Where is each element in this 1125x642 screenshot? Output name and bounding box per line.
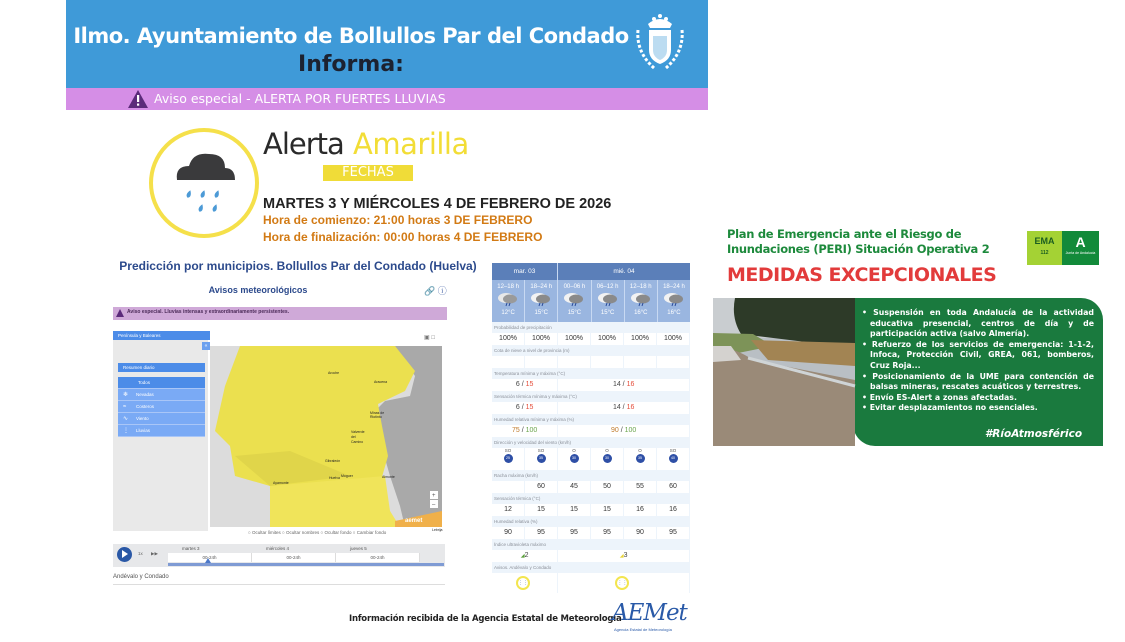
timeline-day[interactable] xyxy=(336,545,420,562)
filter-label: Nevadas xyxy=(136,392,154,397)
svg-text:–: – xyxy=(432,502,436,508)
measure-item: • Refuerzo de los servicios de emergencia: 1-1-2, Infoca, Protección Civil, GREA, 061, bomberos, Cruz Roja... xyxy=(862,340,1094,372)
measure-item: • Evitar desplazamientos no esenciales. xyxy=(862,403,1094,414)
timeline-marker[interactable] xyxy=(205,558,211,563)
svg-text:Moguer: Moguer xyxy=(341,474,353,478)
uv-flag-icon: ◢ xyxy=(619,553,624,559)
rain-cloud-icon xyxy=(663,292,685,306)
max-value: 16 xyxy=(626,381,635,388)
svg-text:Almonte: Almonte xyxy=(382,475,395,479)
option-label: Cambiar fondo xyxy=(356,530,387,535)
snow-row xyxy=(492,356,690,368)
cell: 90 / 100 xyxy=(558,425,689,437)
slot-hours: 18–24 h xyxy=(663,284,685,290)
cell: 15 xyxy=(591,504,623,516)
speed-button[interactable]: 1x xyxy=(138,551,143,556)
min-value: 75 xyxy=(512,427,520,434)
source-credit: Información recibida de la Agencia Estatal de Meteorología xyxy=(349,614,622,624)
cell xyxy=(657,448,689,470)
alert-word: Alerta xyxy=(263,127,344,161)
image-icon[interactable]: ▣ xyxy=(424,335,430,341)
slot-temp: 15°C xyxy=(534,310,548,316)
slot-temp: 15°C xyxy=(567,310,582,316)
max-value: 15 xyxy=(525,381,534,388)
wind-arrow-icon: 35 xyxy=(636,454,645,463)
special-warning-banner xyxy=(113,307,447,320)
change-background-checkbox[interactable]: ○ Cambiar fondo xyxy=(352,530,387,535)
cell: 95 xyxy=(591,527,623,539)
divider xyxy=(113,584,445,585)
filter-label: Viento xyxy=(136,416,149,421)
row-label: Índice ultravioleta máximo xyxy=(492,539,690,550)
timeline-day[interactable] xyxy=(252,545,336,562)
svg-text:Minas de: Minas de xyxy=(370,411,385,415)
warnings-row xyxy=(492,573,690,593)
cell xyxy=(624,448,656,470)
map-tools xyxy=(424,334,435,341)
cell: 55 xyxy=(624,481,656,493)
yellow-rain-warning-icon[interactable]: ⋮⋮ xyxy=(516,576,530,590)
aemet-logo xyxy=(612,600,687,636)
cell: 90 xyxy=(492,527,524,539)
rain-cloud-icon xyxy=(149,128,259,238)
cell xyxy=(558,448,590,470)
cell: 100% xyxy=(492,333,524,345)
page-title: Ilmo. Ayuntamiento de Bollullos Par del Condado xyxy=(73,24,629,48)
wind-arrow-icon: 30 xyxy=(603,454,612,463)
peri-title: Plan de Emergencia ante el Riesgo de Inundaciones (PERI) Situación Operativa 2 xyxy=(727,227,990,256)
wind-row xyxy=(492,448,690,470)
wind-direction: O xyxy=(638,448,642,453)
filter-rain[interactable] xyxy=(118,425,205,437)
ema-text: EMA xyxy=(1034,236,1055,246)
cell: 6 / 15 xyxy=(492,402,557,414)
option-label: Ocultar nombres xyxy=(285,530,320,535)
min-value: 6 xyxy=(515,404,520,411)
timeline-scrubber[interactable] xyxy=(168,563,444,566)
day-name: jueves 5 xyxy=(336,545,420,553)
max-value: 100 xyxy=(525,427,538,434)
wind-direction: SO xyxy=(669,448,677,453)
rain-cloud-icon xyxy=(563,292,585,306)
min-value: 14 xyxy=(612,404,621,411)
wind-icon: ∿ xyxy=(123,416,129,422)
svg-text:Ayamonte: Ayamonte xyxy=(273,481,289,485)
warnings-map[interactable] xyxy=(210,346,443,532)
uv-value: 2 xyxy=(524,552,529,559)
measures-list xyxy=(862,308,1094,414)
cell: 100% xyxy=(591,333,623,345)
cell: 100% xyxy=(657,333,689,345)
cell: 95 xyxy=(558,527,590,539)
info-icon[interactable]: ⓘ xyxy=(437,286,447,296)
cell xyxy=(558,550,689,562)
cell xyxy=(558,573,689,593)
municipal-crest-icon xyxy=(632,12,688,74)
min-value: 90 xyxy=(611,427,619,434)
fechas-label: FECHAS xyxy=(323,165,413,181)
max-value: 16 xyxy=(626,404,635,411)
fast-forward-icon[interactable]: ▶▶ xyxy=(151,551,158,556)
measure-item: • Posicionamiento de la UME para contención de balsas mineras, rescates acuáticos y terrestres. xyxy=(862,372,1094,393)
cell xyxy=(591,356,623,368)
svg-text:Aroche: Aroche xyxy=(328,371,340,375)
forecast-slot xyxy=(558,280,591,322)
summary-select[interactable]: Resumen diario xyxy=(118,363,205,372)
temp-row xyxy=(492,379,690,391)
cell: 90 xyxy=(624,527,656,539)
warnings-title: Avisos meteorológicos xyxy=(208,285,308,295)
wind-arrow-icon: 25 xyxy=(504,454,513,463)
page-subtitle: Informa: xyxy=(298,52,404,77)
slot-temp: 12°C xyxy=(501,310,515,316)
cell: 60 xyxy=(657,481,689,493)
wind-arrow-icon: 40 xyxy=(669,454,678,463)
rain-cloud-icon xyxy=(497,292,519,306)
row-label: Humedad relativa (%) xyxy=(492,516,690,527)
filter-wind[interactable] xyxy=(118,413,205,425)
alert-bar-text: Aviso especial - ALERTA POR FUERTES LLUVIAS xyxy=(154,91,446,106)
wind-arrow-icon: 30 xyxy=(570,454,579,463)
slot-hours: 12–18 h xyxy=(629,284,652,290)
forecast-day-header xyxy=(492,263,690,280)
forecast-slots xyxy=(492,280,690,322)
filter-label: Lluvias xyxy=(136,428,151,433)
download-icon[interactable]: □ xyxy=(431,335,435,341)
gust-row xyxy=(492,481,690,493)
humidity-row xyxy=(492,527,690,539)
cell xyxy=(591,448,623,470)
cell xyxy=(492,573,557,593)
rain-cloud-icon xyxy=(597,292,619,306)
cell: 45 xyxy=(558,481,590,493)
row-label: Racha máxima (km/h) xyxy=(492,470,690,481)
hide-limits-checkbox[interactable]: ○ Ocultar límites xyxy=(248,530,281,535)
ema-logo xyxy=(1027,231,1062,265)
prediction-title: Predicción por municipios. Bollullos Par del Condado (Huelva) xyxy=(119,259,477,273)
svg-text:+: + xyxy=(432,493,436,499)
junta-andalucia-logo: A Junta de Andalucía xyxy=(1062,231,1099,265)
forecast-slot xyxy=(592,280,625,322)
slot-hours: 06–12 h xyxy=(596,284,619,290)
cell: 6 / 15 xyxy=(492,379,557,391)
svg-text:del: del xyxy=(351,435,356,439)
forecast-slot xyxy=(492,280,525,322)
measure-item: • Envío ES-Alert a zonas afectadas. xyxy=(862,393,1094,404)
min-value: 6 xyxy=(515,381,520,388)
alert-dates: MARTES 3 Y MIÉRCOLES 4 DE FEBRERO DE 2026 xyxy=(263,196,612,212)
cell: 60 xyxy=(525,481,557,493)
alert-start-time: Hora de comienzo: 21:00 horas 3 DE FEBRERO xyxy=(263,213,533,227)
cell: 50 xyxy=(591,481,623,493)
slot-hours: 18–24 h xyxy=(530,284,553,290)
forecast-table xyxy=(492,263,690,593)
measures-heading: MEDIDAS EXCEPCIONALES xyxy=(727,264,997,286)
link-icon[interactable]: 🔗 xyxy=(424,286,436,296)
alert-bar xyxy=(66,88,708,110)
wind-direction: O xyxy=(605,448,609,453)
zone-label: Andévalo y Condado xyxy=(113,574,169,580)
cell xyxy=(624,356,656,368)
uv-value: 3 xyxy=(623,552,628,559)
svg-text:Huelva: Huelva xyxy=(329,476,340,480)
day-name: miércoles 4 xyxy=(252,545,336,553)
row-label: Sensación térmica mínima y máxima (°C) xyxy=(492,391,690,402)
rain-cloud-icon xyxy=(630,292,652,306)
cell: 100% xyxy=(624,333,656,345)
hide-names-checkbox[interactable]: ○ Ocultar nombres xyxy=(282,530,320,535)
cell: 14 / 16 xyxy=(558,402,689,414)
min-value: 14 xyxy=(612,381,621,388)
max-value: 100 xyxy=(624,427,637,434)
row-label: Sensación térmica (°C) xyxy=(492,493,690,504)
filter-coastal[interactable] xyxy=(118,401,205,413)
cell: 16 xyxy=(624,504,656,516)
option-label: Ocultar límites xyxy=(251,530,281,535)
cell: 95 xyxy=(525,527,557,539)
wind-direction: SO xyxy=(504,448,512,453)
region-select[interactable]: Península y Baleares xyxy=(113,331,210,340)
cell xyxy=(492,356,524,368)
row-label: Probabilidad de precipitación xyxy=(492,322,690,333)
warning-triangle-icon xyxy=(128,90,148,108)
hide-background-checkbox[interactable]: ○ Ocultar fondo xyxy=(320,530,352,535)
cell xyxy=(558,356,590,368)
row-label: Humedad relativa mínima y máxima (%) xyxy=(492,414,690,425)
row-label: Dirección y velocidad del viento (km/h) xyxy=(492,437,690,448)
max-value: 15 xyxy=(525,404,534,411)
svg-text:Lebrija: Lebrija xyxy=(432,528,443,532)
forecast-slot xyxy=(525,280,558,322)
cell: 100% xyxy=(558,333,590,345)
svg-text:Gibraleón: Gibraleón xyxy=(325,459,341,463)
alert-end-time: Hora de finalización: 00:00 horas 4 DE FEBRERO xyxy=(263,230,543,244)
panel-icons xyxy=(424,284,447,297)
collapse-sidebar-button[interactable]: « xyxy=(202,342,210,350)
day-name: martes 3 xyxy=(168,545,252,553)
cell: 14 / 16 xyxy=(558,379,689,391)
slot-hours: 12–18 h xyxy=(497,284,519,290)
wave-icon: ≈ xyxy=(123,404,127,410)
filter-label: Costeros xyxy=(136,404,155,409)
cell: 12 xyxy=(492,504,524,516)
svg-text:Camino: Camino xyxy=(351,440,364,444)
cell: 15 xyxy=(558,504,590,516)
rain-icon: ⋮ xyxy=(123,428,129,434)
wind-arrow-icon: 35 xyxy=(537,454,546,463)
cell: 15 xyxy=(525,504,557,516)
wind-direction: SO xyxy=(537,448,545,453)
cell: 75 / 100 xyxy=(492,425,557,437)
filter-all[interactable] xyxy=(118,377,205,389)
row-label: Avisos. Andévalo y Condado xyxy=(492,562,690,573)
uv-row xyxy=(492,550,690,562)
svg-text:aemet: aemet xyxy=(405,518,423,524)
cell: 95 xyxy=(657,527,689,539)
aemet-logo-subtitle: Agencia Estatal de Meteorología xyxy=(614,627,672,632)
cell xyxy=(657,356,689,368)
feels-row xyxy=(492,402,690,414)
row-label: Temperatura mínima y máxima (°C) xyxy=(492,368,690,379)
row-label: Cota de nieve a nivel de provincia (m) xyxy=(492,345,690,356)
hashtag: #RíoAtmosférico xyxy=(985,428,1083,440)
slot-temp: 15°C xyxy=(600,310,615,316)
ema-junta-logo xyxy=(1027,231,1099,265)
svg-text:Riotinto: Riotinto xyxy=(370,415,382,419)
day-hours: 00-24h xyxy=(252,553,336,562)
special-warning-text: Aviso especial. Lluvias intensas y extraordinariamente persistentes. xyxy=(127,309,290,315)
uv-flag-icon: ◢ xyxy=(520,553,525,559)
measure-item: • Suspensión en toda Andalucía de la actividad educativa presencial, centros de día y de participación activa (salvo Almería). xyxy=(862,308,1094,340)
alert-level-title xyxy=(263,127,469,161)
cell: 16 xyxy=(657,504,689,516)
filter-label: Todos xyxy=(138,380,151,385)
flooded-road-photo xyxy=(713,298,855,446)
cell xyxy=(525,448,557,470)
option-label: Ocultar fondo xyxy=(324,530,352,535)
day-header: mié. 04 xyxy=(613,268,635,275)
slot-temp: 16°C xyxy=(634,310,648,316)
yellow-rain-warning-icon[interactable]: ⋮⋮ xyxy=(615,576,629,590)
snow-icon: ❄ xyxy=(123,392,129,398)
precip-row xyxy=(492,333,690,345)
svg-text:Valverde: Valverde xyxy=(351,430,365,434)
play-button[interactable] xyxy=(117,547,132,562)
warning-triangle-icon xyxy=(116,309,124,317)
feels-like-row xyxy=(492,504,690,516)
aemet-logo-text: AEMet xyxy=(612,600,687,626)
warning-type-filter-list xyxy=(118,377,205,437)
humidity-range-row xyxy=(492,425,690,437)
slot-hours: 00–06 h xyxy=(563,284,586,290)
svg-text:Aracena: Aracena xyxy=(374,380,388,384)
play-icon xyxy=(122,550,128,558)
junta-text: Junta de Andalucía xyxy=(1065,251,1096,255)
slot-temp: 16°C xyxy=(667,310,681,316)
filter-snow[interactable] xyxy=(118,389,205,401)
header-banner xyxy=(66,0,708,88)
cell xyxy=(492,481,524,493)
forecast-slot xyxy=(658,280,690,322)
ema-sub: 112 xyxy=(1040,250,1049,256)
alert-color-word: Amarilla xyxy=(353,127,469,161)
cell xyxy=(525,356,557,368)
day-hours: 00-24h xyxy=(336,553,420,562)
cell xyxy=(492,550,557,562)
wind-direction: O xyxy=(572,448,576,453)
day-header: mar. 03 xyxy=(492,263,558,280)
rain-cloud-icon xyxy=(530,292,552,306)
forecast-slot xyxy=(625,280,658,322)
map-options xyxy=(248,530,386,535)
day-hours: 00-24h xyxy=(168,553,252,562)
cell: 100% xyxy=(525,333,557,345)
cell xyxy=(492,448,524,470)
